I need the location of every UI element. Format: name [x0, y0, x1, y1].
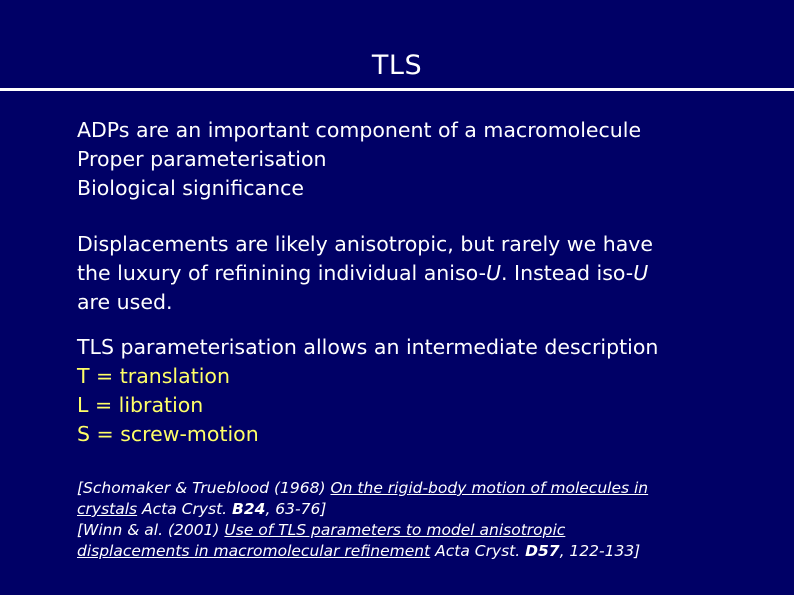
- reference-2-title: Use of TLS parameters to model anisotropic: [224, 521, 566, 539]
- reference-1-line-2: [77, 499, 697, 520]
- tls-item-libration: L = libration: [77, 393, 204, 417]
- ref-journal: Acta Cryst.: [137, 500, 233, 518]
- intro-block: [77, 116, 777, 203]
- displacement-line-1: Displacements are likely anisotropic, but rarely we have: [77, 232, 654, 256]
- reference-1-line-1: [77, 478, 697, 499]
- ref-text: [Schomaker & Trueblood (1968): [77, 479, 331, 497]
- intro-line: Biological significance: [77, 176, 304, 200]
- symbol-u: U: [485, 261, 501, 285]
- title-divider: [0, 88, 794, 91]
- ref-volume: D57: [525, 542, 560, 560]
- text-segment: . Instead iso-: [501, 261, 634, 285]
- tls-item-translation: T = translation: [77, 364, 230, 388]
- tls-intro: TLS parameterisation allows an intermediate description: [77, 335, 659, 359]
- tls-item-screw-motion: S = screw-motion: [77, 422, 259, 446]
- tls-block: [77, 333, 777, 449]
- displacement-block: [77, 230, 777, 317]
- ref-journal: Acta Cryst.: [430, 542, 526, 560]
- ref-pages: , 63-76]: [265, 500, 327, 518]
- displacement-line-2: [77, 259, 777, 288]
- reference-1-title: On the rigid-body motion of molecules in: [330, 479, 649, 497]
- ref-text: [Winn & al. (2001): [77, 521, 225, 539]
- reference-1-title: crystals: [77, 500, 138, 518]
- reference-2-line-1: [77, 520, 697, 541]
- slide-title: TLS: [371, 50, 423, 81]
- ref-volume: B24: [232, 500, 266, 518]
- reference-2-title: displacements in macromolecular refinement: [77, 542, 431, 560]
- intro-line: ADPs are an important component of a macromolecule: [77, 118, 642, 142]
- references: [77, 478, 697, 562]
- text-segment: the luxury of refinining individual aniso-: [77, 261, 486, 285]
- intro-line: Proper parameterisation: [77, 147, 327, 171]
- displacement-line-3: are used.: [77, 290, 173, 314]
- reference-2-line-2: [77, 541, 697, 562]
- ref-pages: , 122-133]: [559, 542, 641, 560]
- symbol-u: U: [633, 261, 649, 285]
